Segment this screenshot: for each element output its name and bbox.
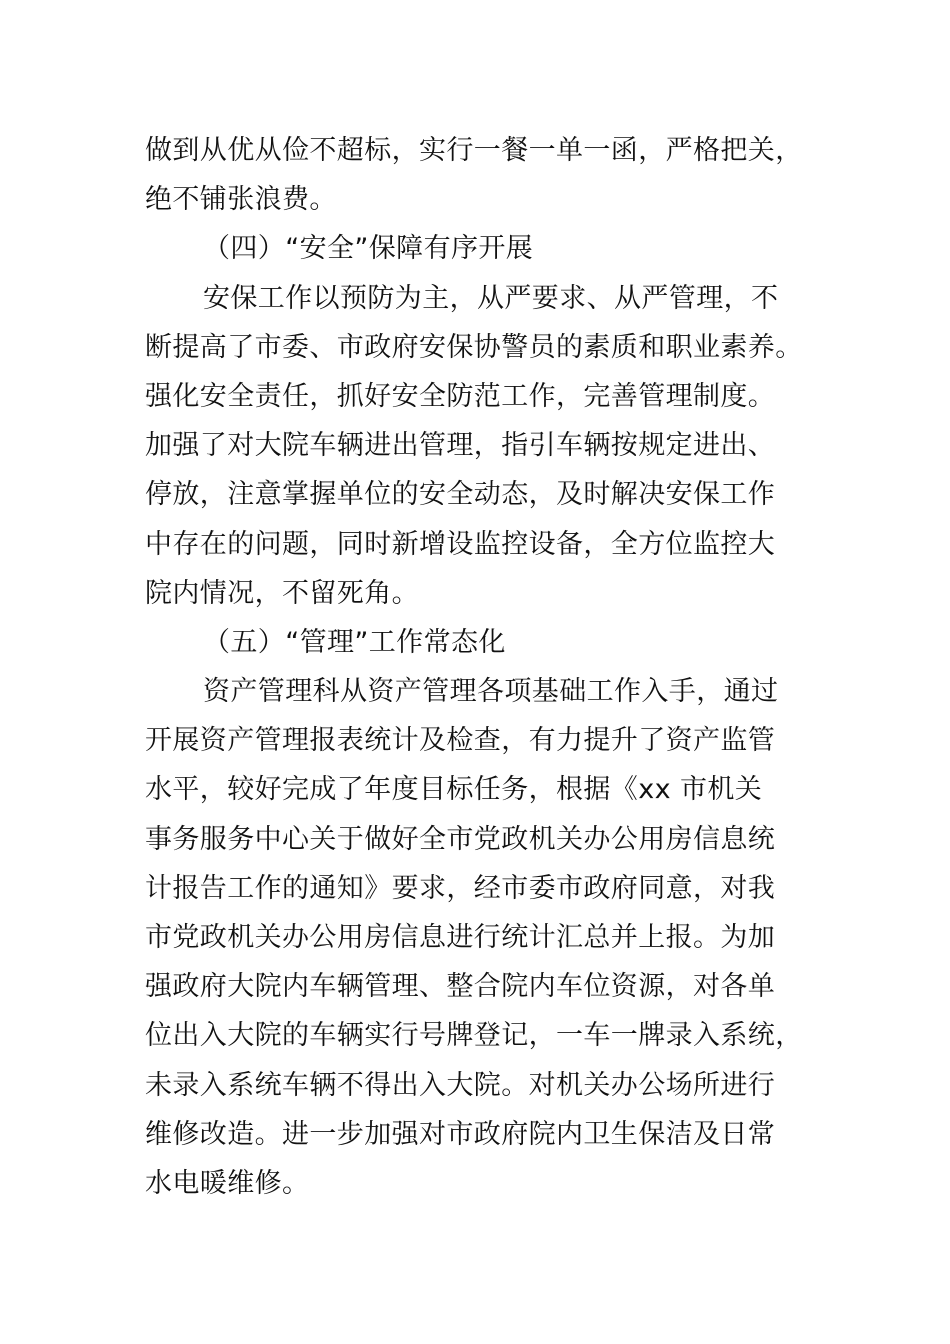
text-line: 市党政机关办公用房信息进行统计汇总并上报。为加 <box>145 922 776 953</box>
text-line: 断提高了市委、市政府安保协警员的素质和职业素养。 <box>145 331 803 363</box>
text-line: 强政府大院内车辆管理、整合院内车位资源，对各单 <box>145 971 776 1003</box>
text-line: 计报告工作的通知》要求，经市委市政府同意，对我 <box>145 872 776 904</box>
text-line: 水平，较好完成了年度目标任务，根据《xx 市机关 <box>145 774 763 806</box>
text-line: 事务服务中心关于做好全市党政机关办公用房信息统 <box>145 823 776 855</box>
text-line: 资产管理科从资产管理各项基础工作入手，通过 <box>203 676 779 708</box>
text-line: 做到从优从俭不超标，实行一餐一单一函，严格把关， <box>145 135 803 166</box>
section-heading: （五）“管理”工作常态化 <box>203 626 506 658</box>
text-line: 强化安全责任，抓好安全防范工作，完善管理制度。 <box>145 380 776 412</box>
text-line: 位出入大院的车辆实行号牌登记，一车一牌录入系统， <box>145 1020 803 1052</box>
text-line: 水电暖维修。 <box>145 1167 310 1199</box>
section-heading: （四）“安全”保障有序开展 <box>203 233 534 265</box>
text-line: 开展资产管理报表统计及检查，有力提升了资产监管 <box>145 725 776 757</box>
document-body <box>145 126 835 1208</box>
text-line: 院内情况，不留死角。 <box>145 577 419 609</box>
text-line: 绝不铺张浪费。 <box>145 184 337 216</box>
text-line: 加强了对大院车辆进出管理，指引车辆按规定进出、 <box>145 430 776 462</box>
text-line: 中存在的问题，同时新增设监控设备，全方位监控大 <box>145 528 776 560</box>
text-line: 维修改造。进一步加强对市政府院内卫生保洁及日常 <box>145 1118 776 1150</box>
text-line: 停放，注意掌握单位的安全动态，及时解决安保工作 <box>145 479 776 511</box>
text-line: 未录入系统车辆不得出入大院。对机关办公场所进行 <box>145 1069 776 1101</box>
text-line: 安保工作以预防为主，从严要求、从严管理，不 <box>203 282 779 314</box>
